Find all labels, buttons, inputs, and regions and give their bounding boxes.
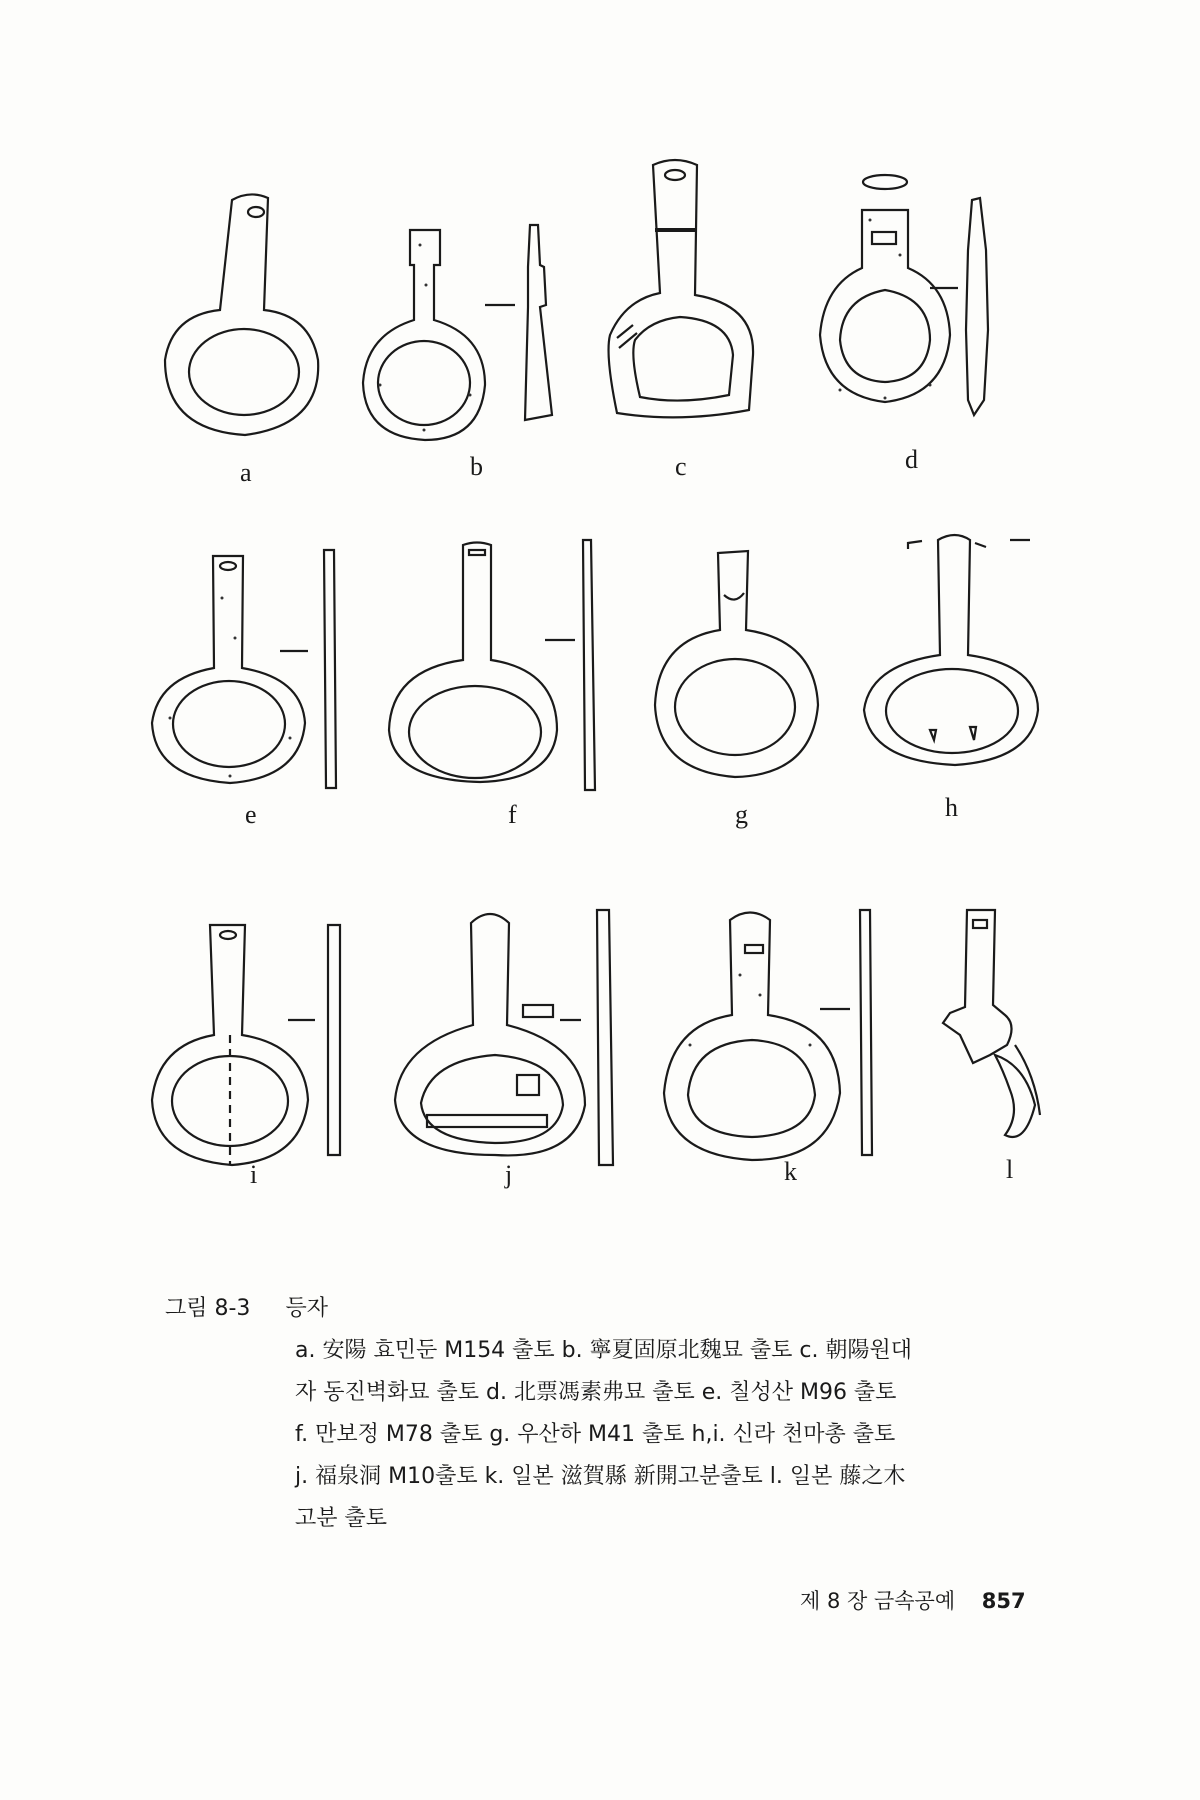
figure-label-a: a <box>240 458 252 487</box>
caption-body <box>295 1330 1065 1540</box>
stirrup-drawing-c <box>605 155 765 439</box>
stirrup-drawing-j <box>385 905 635 1169</box>
caption-line: 자 동진벽화묘 출토 d. 北票馮素弗묘 출토 e. 칠성산 M96 출토 <box>295 1380 897 1405</box>
stirrup-drawing-a <box>160 180 330 454</box>
page-number: 857 <box>981 1589 1026 1613</box>
caption-heading <box>165 1288 356 1330</box>
stirrup-drawing-i <box>150 915 370 1169</box>
stirrup-drawing-k <box>660 905 880 1169</box>
figure-label-l: l <box>1006 1155 1014 1184</box>
figure-label-h: h <box>945 793 958 822</box>
stirrup-drawing-d <box>800 170 1040 434</box>
stirrup-drawing-b <box>360 225 610 459</box>
figure-label-j: j <box>505 1160 513 1189</box>
stirrup-drawing-e <box>150 548 370 792</box>
caption-line: f. 만보정 M78 출토 g. 우산하 M41 출토 h,i. 신라 천마총 출토 <box>295 1422 896 1447</box>
figure-label-f: f <box>508 800 517 829</box>
chapter-title: 제 8 장 금속공예 <box>800 1589 956 1613</box>
figure-label-k: k <box>784 1157 797 1186</box>
figure-label-g: g <box>735 800 748 829</box>
stirrup-drawing-g <box>650 545 830 789</box>
caption-line: a. 安陽 효민둔 M154 출토 b. 寧夏固原北魏묘 출토 c. 朝陽원대 <box>295 1338 912 1363</box>
figure-label-i: i <box>250 1160 258 1189</box>
caption-line: j. 福泉洞 M10출토 k. 일본 滋賀縣 新開고분출토 l. 일본 藤之木 <box>295 1464 906 1489</box>
stirrup-drawing-f <box>385 540 615 794</box>
caption-figure-number: 그림 8-3 <box>165 1296 251 1321</box>
caption-line: 고분 출토 <box>295 1506 388 1531</box>
figure-label-e: e <box>245 800 257 829</box>
stirrup-drawing-h <box>860 525 1060 779</box>
figure-label-c: c <box>675 452 687 481</box>
page-footer <box>800 1585 1026 1615</box>
figure-label-d: d <box>905 445 918 474</box>
caption-figure-title: 등자 <box>285 1296 328 1321</box>
stirrup-drawing-l <box>925 905 1105 1149</box>
figure-label-b: b <box>470 452 483 481</box>
